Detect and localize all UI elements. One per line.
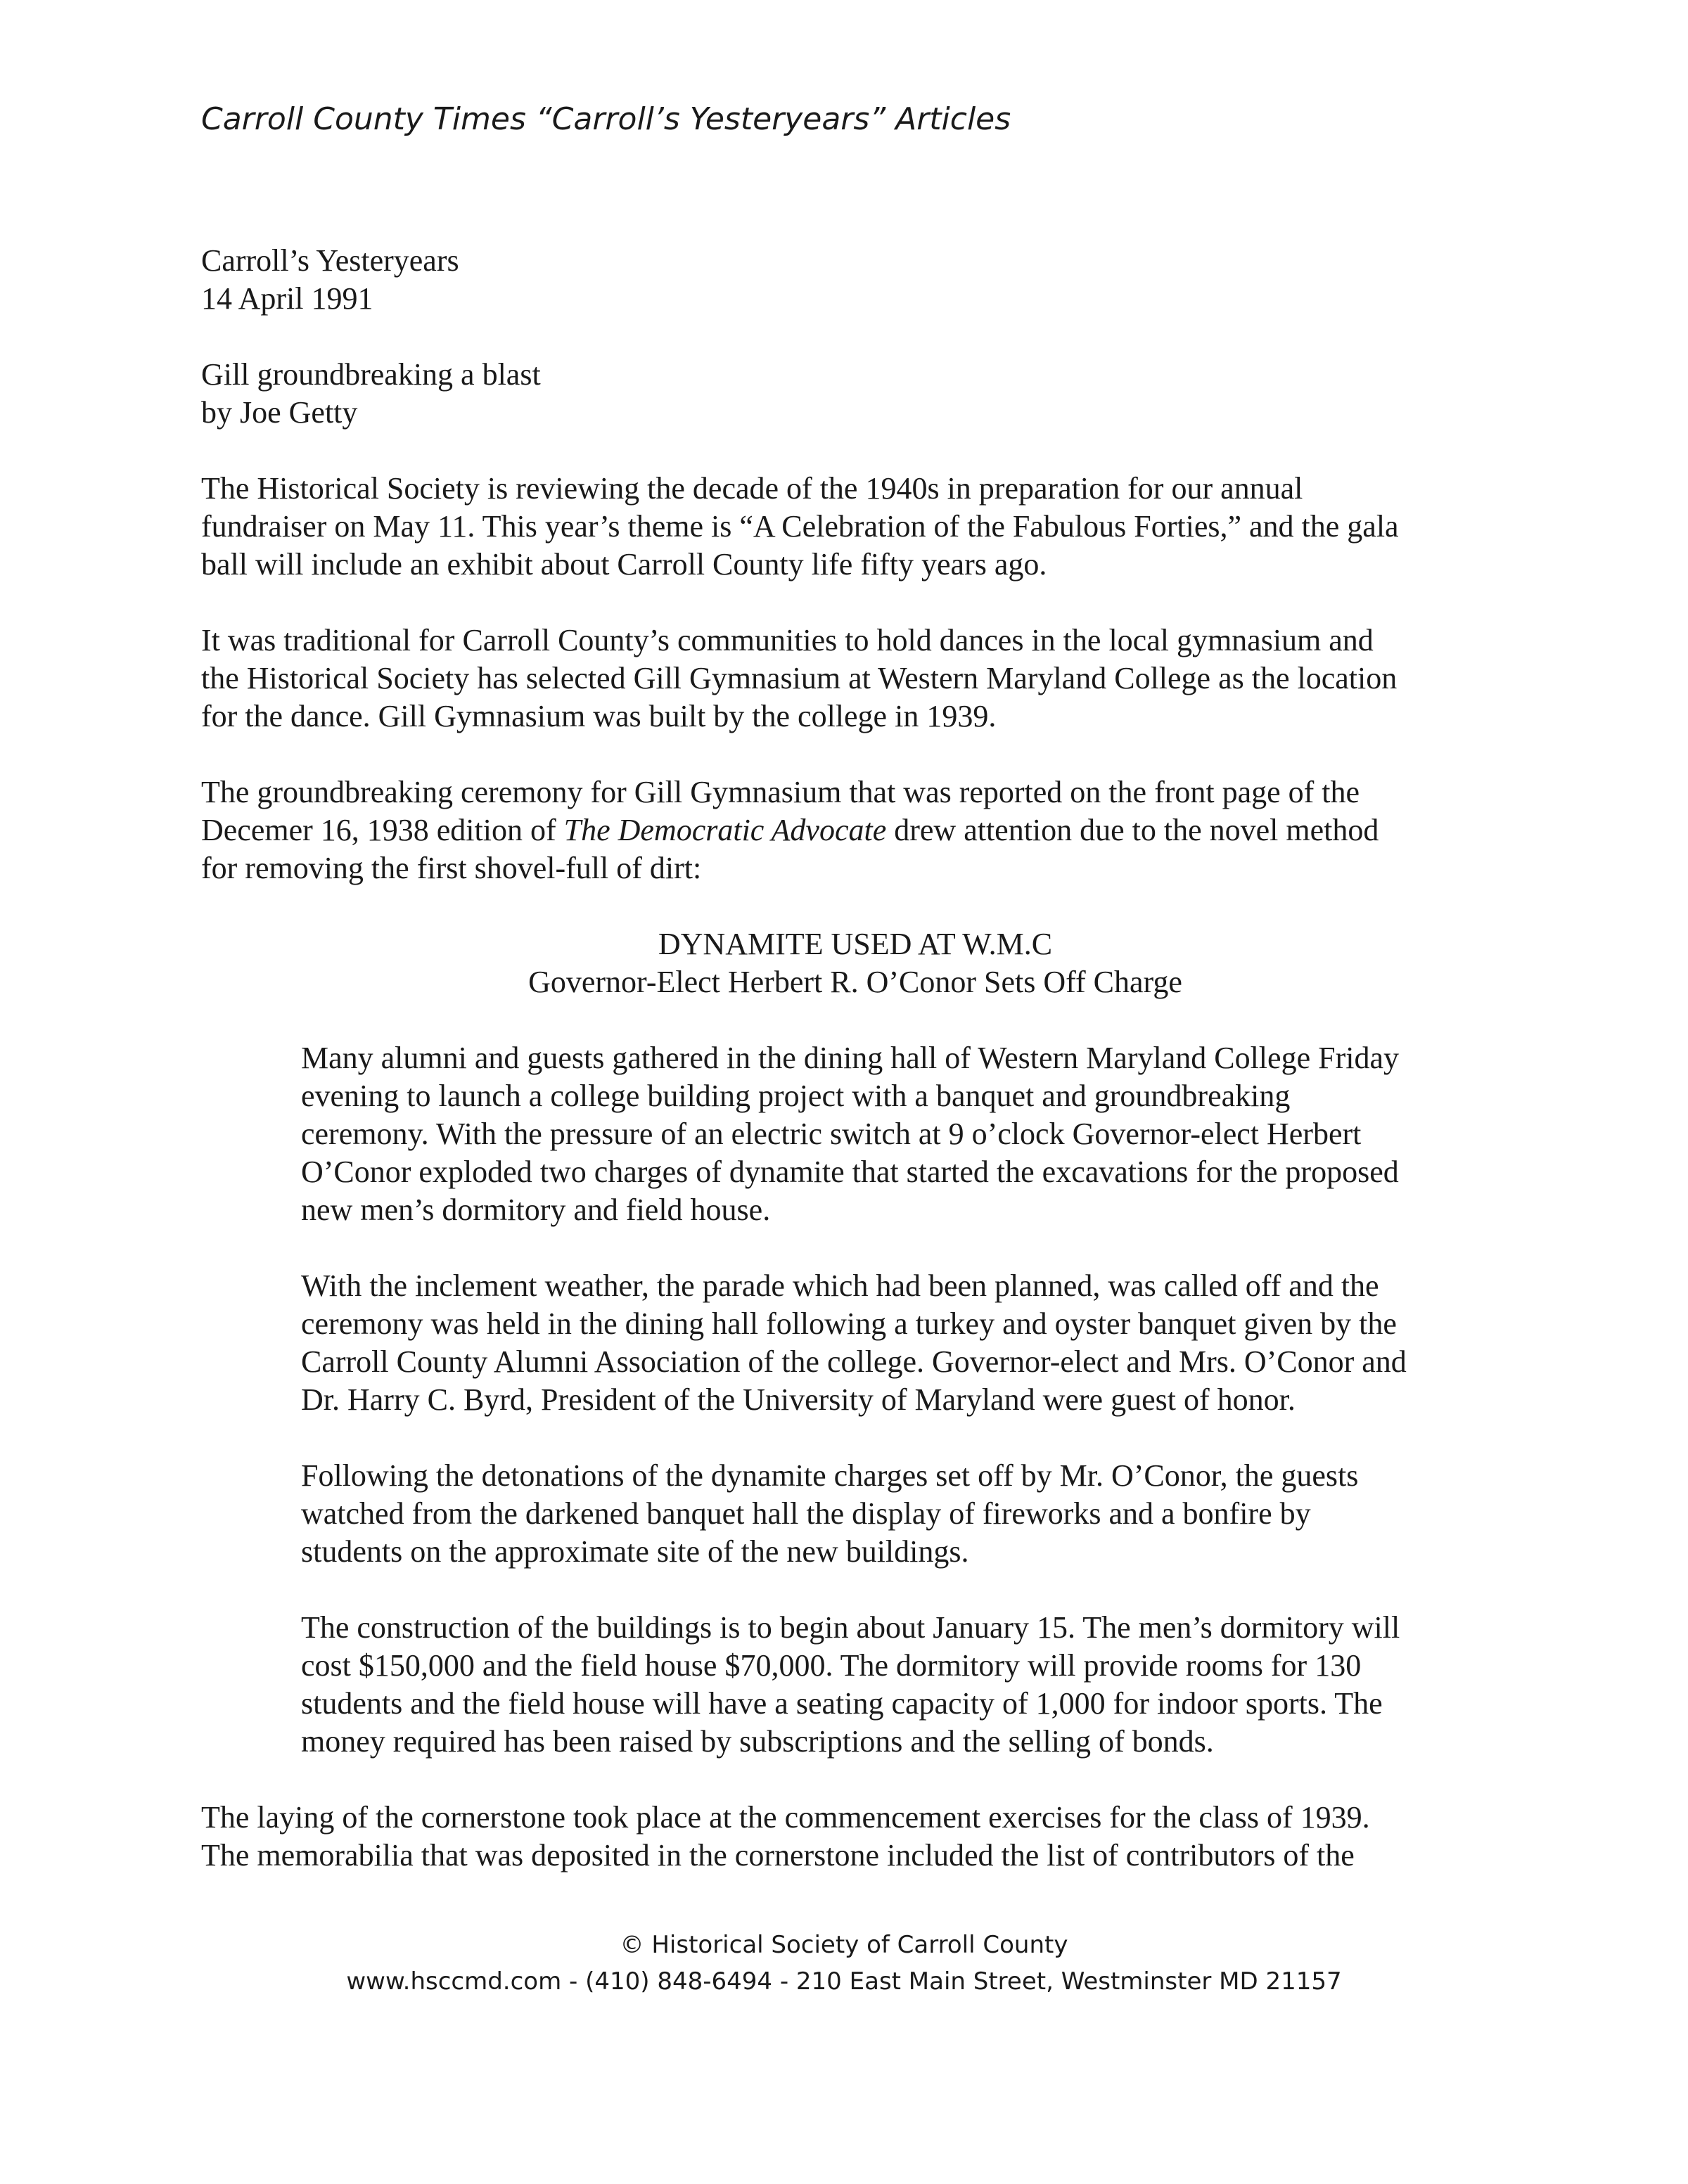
paragraph-3 [201,773,1509,887]
text-run: drew attention due to the novel method [886,813,1379,847]
quote-paragraph-1 [301,1039,1525,1229]
text-run: Decemer 16, 1938 edition of [201,813,564,847]
article-heading [201,356,1509,432]
paragraph-line: the Historical Society has selected Gill Gymnasium at Western Maryland College as the location [201,661,1398,695]
article-meta [201,242,1509,318]
paragraph-line [201,811,1509,849]
paragraph-line: for removing the first shovel-full of dirt: [201,851,702,885]
quote-line: ceremony. With the pressure of an electric switch at 9 o’clock Governor-elect Herbert [301,1117,1362,1151]
paragraph-line: The groundbreaking ceremony for Gill Gymnasium that was reported on the front page of the [201,775,1360,809]
footer-contact: www.hsccmd.com - (410) 848-6494 - 210 East Main Street, Westminster MD 21157 [346,1967,1342,1996]
article-headline: Gill groundbreaking a blast [201,357,541,392]
quoted-headline: DYNAMITE USED AT W.M.C [658,927,1053,961]
column-name: Carroll’s Yesteryears [201,243,459,278]
quote-paragraph-4 [301,1609,1525,1761]
page-footer [0,1927,1688,2000]
quote-line: watched from the darkened banquet hall the display of fireworks and a bonfire by [301,1496,1311,1531]
article-date: 14 April 1991 [201,281,373,316]
quote-paragraph-2 [301,1267,1525,1419]
paragraph-4 [201,1799,1509,1875]
publication-title: The Democratic Advocate [563,813,887,847]
quote-line: O’Conor exploded two charges of dynamite that started the excavations for the proposed [301,1155,1399,1189]
paragraph-line: The Historical Society is reviewing the decade of the 1940s in preparation for our annual [201,471,1303,506]
quote-line: evening to launch a college building project with a banquet and groundbreaking [301,1079,1291,1113]
quote-line: Following the detonations of the dynamite charges set off by Mr. O’Conor, the guests [301,1458,1359,1493]
quote-line: cost $150,000 and the field house $70,000. The dormitory will provide rooms for 130 [301,1648,1362,1683]
quote-line: With the inclement weather, the parade which had been planned, was called off and the [301,1268,1379,1303]
quoted-subheadline: Governor-Elect Herbert R. O’Conor Sets Off Charge [528,965,1182,999]
paragraph-line: ball will include an exhibit about Carroll County life fifty years ago. [201,547,1047,582]
paragraph-line: The laying of the cornerstone took place at the commencement exercises for the class of 1939. [201,1800,1370,1835]
footer-copyright: © Historical Society of Carroll County [620,1931,1068,1959]
quote-line: money required has been raised by subscriptions and the selling of bonds. [301,1724,1214,1759]
quote-line: ceremony was held in the dining hall following a turkey and oyster banquet given by the [301,1306,1397,1341]
quote-line: students and the field house will have a seating capacity of 1,000 for indoor sports. The [301,1686,1383,1721]
paragraph-line: The memorabilia that was deposited in the cornerstone included the list of contributors of the [201,1838,1355,1873]
quote-line: Dr. Harry C. Byrd, President of the University of Maryland were guest of honor. [301,1382,1296,1417]
quote-line: new men’s dormitory and field house. [301,1193,771,1227]
article-byline: by Joe Getty [201,395,358,430]
paragraph-2 [201,622,1509,736]
quote-line: Many alumni and guests gathered in the dining hall of Western Maryland College Friday [301,1041,1399,1075]
paragraph-line: fundraiser on May 11. This year’s theme is “A Celebration of the Fabulous Forties,” and the gala [201,509,1399,544]
quote-line: The construction of the buildings is to begin about January 15. The men’s dormitory will [301,1610,1400,1645]
quote-line: students on the approximate site of the new buildings. [301,1534,969,1569]
paragraph-1 [201,470,1509,584]
paragraph-line: It was traditional for Carroll County’s communities to hold dances in the local gymnasium and [201,623,1374,657]
running-header: Carroll County Times “Carroll’s Yesteryears” Articles [201,101,1011,137]
quoted-headline-block [201,925,1509,1001]
paragraph-line: for the dance. Gill Gymnasium was built by the college in 1939. [201,699,997,733]
quote-paragraph-3 [301,1457,1525,1571]
quote-line: Carroll County Alumni Association of the college. Governor-elect and Mrs. O’Conor and [301,1344,1407,1379]
